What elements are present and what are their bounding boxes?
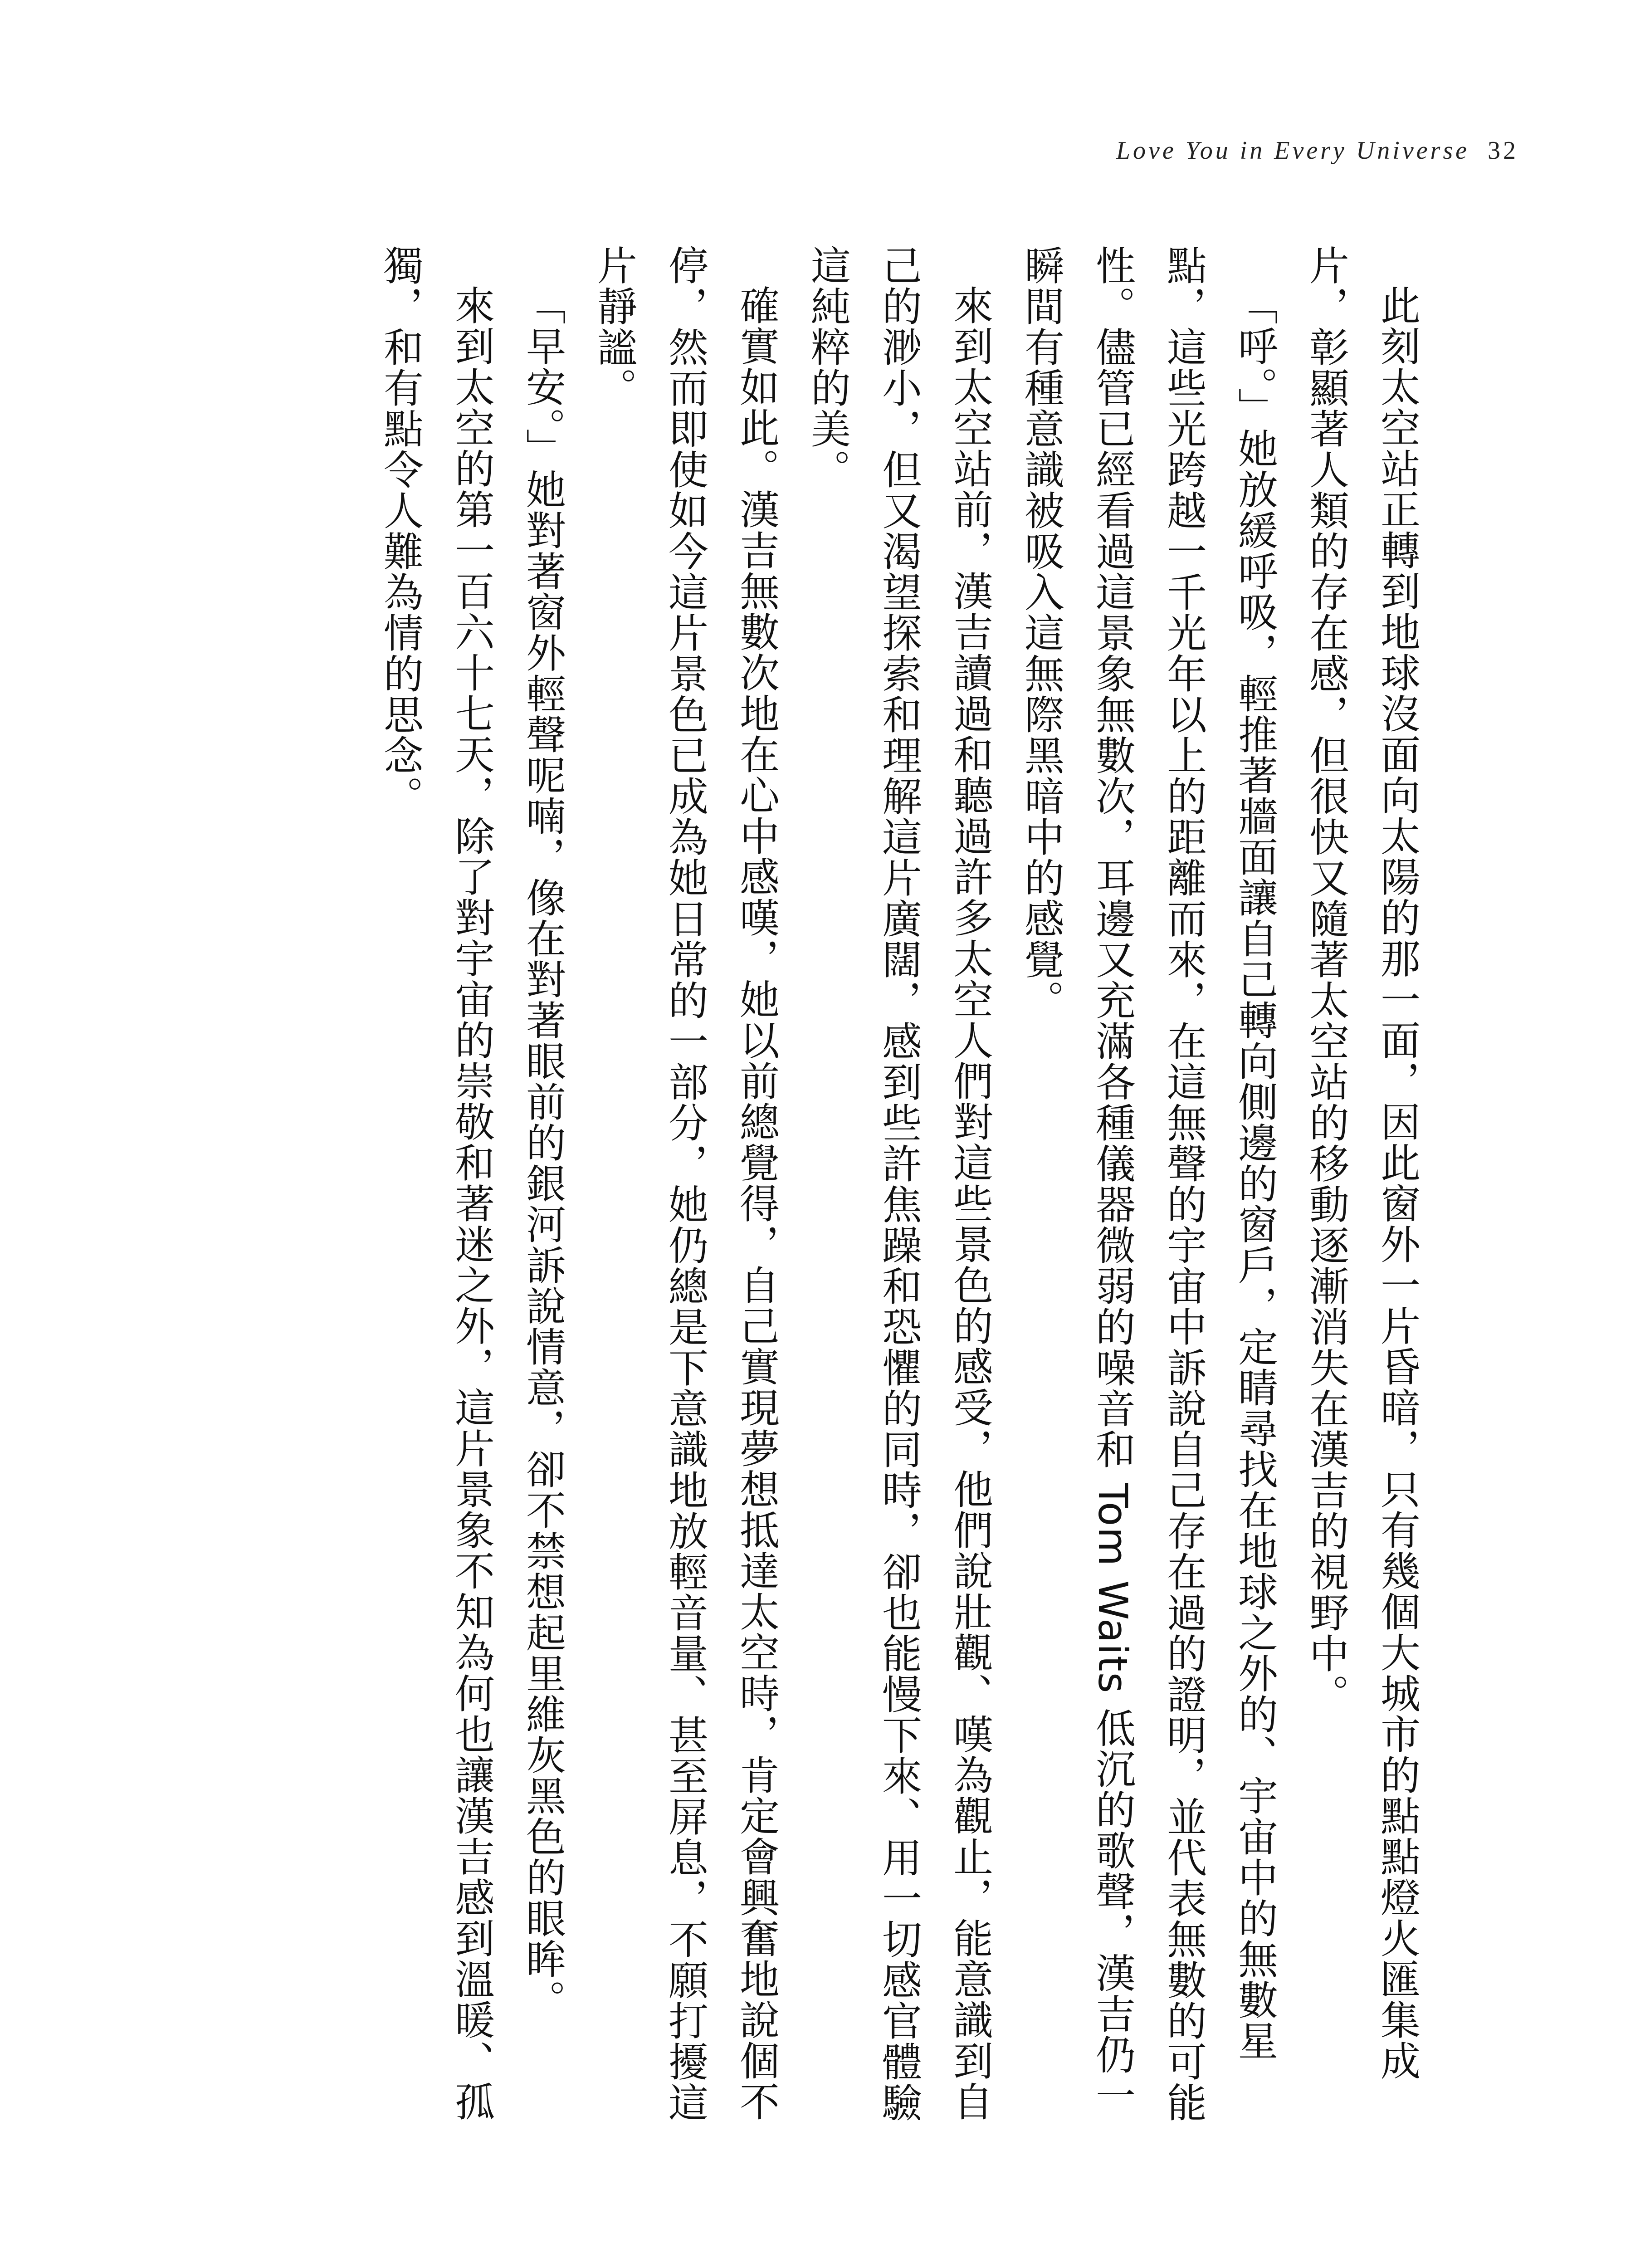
running-header — [1116, 136, 1518, 165]
paragraph: 確實如此。漢吉無數次地在心中感嘆，她以前總覺得，自己實現夢想抵達太空時，肯定會興奮地說個不停，然而即使如今這片景色已成為她日常的一部分，她仍總是下意識地放輕音量、甚至屏息，不願打擾這片靜謐。 — [591, 245, 780, 2123]
book-title: Love You in Every Universe — [1116, 137, 1469, 165]
paragraph: 來到太空站前，漢吉讀過和聽過許多太空人們對這些景色的感受，他們說壯觀、嘆為觀止，能意識到自己的渺小，但又渴望探索和理解這片廣闊，感到些許焦躁和恐懼的同時，卻也能慢下來、用一切感官體驗這純粹的美。 — [805, 245, 994, 2123]
body-text — [377, 245, 1433, 2141]
paragraph: 來到太空的第一百六十七天，除了對宇宙的崇敬和著迷之外，這片景象不知為何也讓漢吉感到溫暖、孤獨，和有點令人難為情的思念。 — [377, 245, 495, 2122]
paragraph: 「早安。」她對著窗外輕聲呢喃，像在對著眼前的銀河訴說情意，卻不禁想起里維灰黑色的眼眸。 — [520, 285, 566, 2020]
paragraph: 「呼。」她放緩呼吸，輕推著牆面讓自己轉向側邊的窗戶，定睛尋找在地球之外的、宇宙中的無數星點，這些光跨越一千光年以上的距離而來，在這無聲的宇宙中訴說自己存在過的證明，並代表無數的可能性。儘管已經看過這景象無數次，耳邊又充滿各種儀器微弱的噪音和 Tom Waits 低沉的歌聲，漢吉仍一瞬間有種意識被吸入這無際黑暗中的感覺。 — [1018, 245, 1279, 2123]
page-number: 32 — [1488, 137, 1518, 165]
paragraph: 此刻太空站正轉到地球沒面向太陽的那一面，因此窗外一片昏暗，只有幾個大城市的點點燈火匯集成片，彰顯著人類的存在感，但很快又隨著太空站的移動逐漸消失在漢吉的視野中。 — [1303, 245, 1421, 2081]
